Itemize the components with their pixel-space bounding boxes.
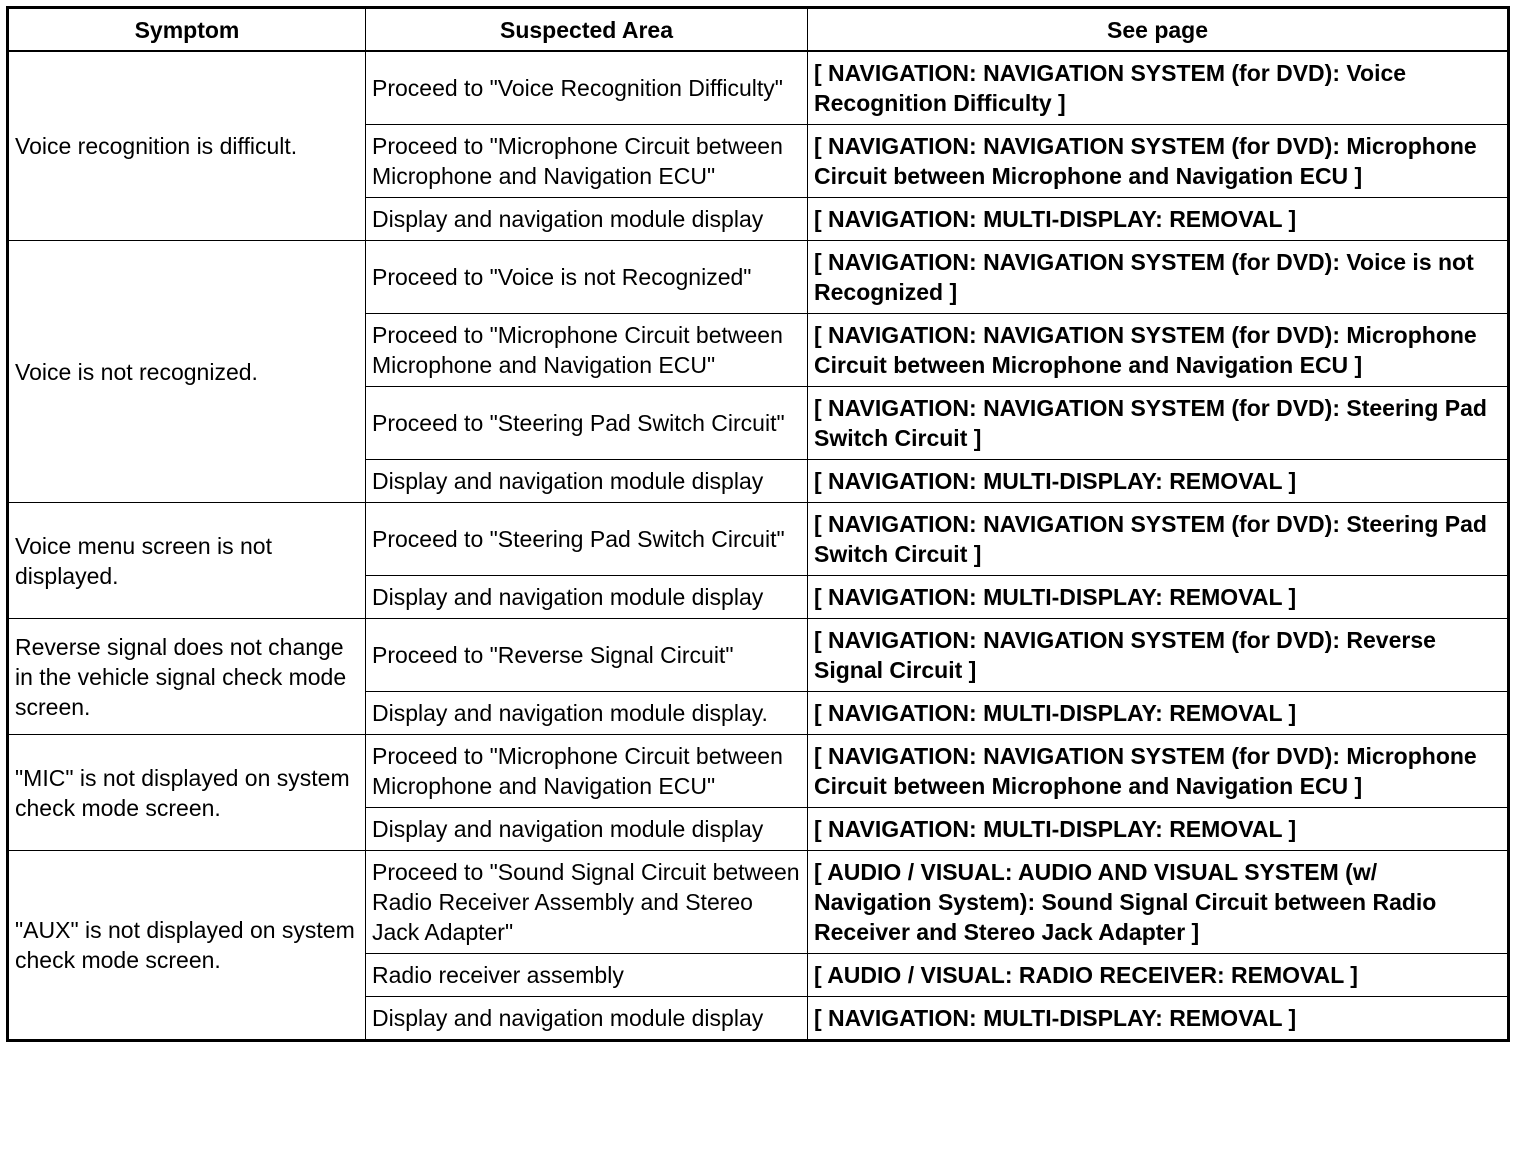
see-page-cell: [ NAVIGATION: NAVIGATION SYSTEM (for DVD): Steering Pad Switch Circuit ] — [808, 503, 1509, 576]
suspected-area-cell: Proceed to "Reverse Signal Circuit" — [366, 619, 808, 692]
symptom-cell: Voice recognition is difficult. — [8, 51, 366, 241]
suspected-area-cell: Proceed to "Voice is not Recognized" — [366, 241, 808, 314]
table-row — [8, 619, 1509, 692]
suspected-area-cell: Proceed to "Steering Pad Switch Circuit" — [366, 387, 808, 460]
header-row — [8, 8, 1509, 52]
table-row — [8, 851, 1509, 954]
see-page-cell: [ NAVIGATION: NAVIGATION SYSTEM (for DVD): Voice Recognition Difficulty ] — [808, 51, 1509, 125]
table-row — [8, 241, 1509, 314]
see-page-cell: [ NAVIGATION: NAVIGATION SYSTEM (for DVD): Microphone Circuit between Microphone and Navigation ECU ] — [808, 735, 1509, 808]
see-page-cell: [ NAVIGATION: MULTI-DISPLAY: REMOVAL ] — [808, 808, 1509, 851]
see-page-cell: [ NAVIGATION: NAVIGATION SYSTEM (for DVD): Microphone Circuit between Microphone and Navigation ECU ] — [808, 125, 1509, 198]
table-row — [8, 503, 1509, 576]
symptom-cell: Voice is not recognized. — [8, 241, 366, 503]
suspected-area-cell: Proceed to "Microphone Circuit between Microphone and Navigation ECU" — [366, 735, 808, 808]
header-symptom: Symptom — [8, 8, 366, 52]
symptom-cell: Voice menu screen is not displayed. — [8, 503, 366, 619]
suspected-area-cell: Display and navigation module display — [366, 808, 808, 851]
see-page-cell: [ NAVIGATION: NAVIGATION SYSTEM (for DVD): Voice is not Recognized ] — [808, 241, 1509, 314]
see-page-cell: [ NAVIGATION: NAVIGATION SYSTEM (for DVD): Microphone Circuit between Microphone and Navigation ECU ] — [808, 314, 1509, 387]
suspected-area-cell: Proceed to "Microphone Circuit between Microphone and Navigation ECU" — [366, 314, 808, 387]
see-page-cell: [ AUDIO / VISUAL: RADIO RECEIVER: REMOVAL ] — [808, 954, 1509, 997]
see-page-cell: [ NAVIGATION: MULTI-DISPLAY: REMOVAL ] — [808, 997, 1509, 1041]
suspected-area-cell: Display and navigation module display. — [366, 692, 808, 735]
header-see-page: See page — [808, 8, 1509, 52]
suspected-area-cell: Proceed to "Microphone Circuit between Microphone and Navigation ECU" — [366, 125, 808, 198]
troubleshooting-table — [6, 6, 1510, 1042]
suspected-area-cell: Display and navigation module display — [366, 460, 808, 503]
see-page-cell: [ NAVIGATION: MULTI-DISPLAY: REMOVAL ] — [808, 576, 1509, 619]
suspected-area-cell: Display and navigation module display — [366, 198, 808, 241]
symptom-cell: "AUX" is not displayed on system check mode screen. — [8, 851, 366, 1041]
suspected-area-cell: Proceed to "Sound Signal Circuit between Radio Receiver Assembly and Stereo Jack Adapter" — [366, 851, 808, 954]
suspected-area-cell: Proceed to "Voice Recognition Difficulty" — [366, 51, 808, 125]
see-page-cell: [ AUDIO / VISUAL: AUDIO AND VISUAL SYSTEM (w/ Navigation System): Sound Signal Circuit between Radio Receiver and Stereo Jack Adapter ] — [808, 851, 1509, 954]
header-suspected-area: Suspected Area — [366, 8, 808, 52]
symptom-cell: "MIC" is not displayed on system check mode screen. — [8, 735, 366, 851]
table-row — [8, 735, 1509, 808]
see-page-cell: [ NAVIGATION: MULTI-DISPLAY: REMOVAL ] — [808, 198, 1509, 241]
suspected-area-cell: Proceed to "Steering Pad Switch Circuit" — [366, 503, 808, 576]
see-page-cell: [ NAVIGATION: MULTI-DISPLAY: REMOVAL ] — [808, 460, 1509, 503]
see-page-cell: [ NAVIGATION: MULTI-DISPLAY: REMOVAL ] — [808, 692, 1509, 735]
see-page-cell: [ NAVIGATION: NAVIGATION SYSTEM (for DVD): Reverse Signal Circuit ] — [808, 619, 1509, 692]
see-page-cell: [ NAVIGATION: NAVIGATION SYSTEM (for DVD): Steering Pad Switch Circuit ] — [808, 387, 1509, 460]
suspected-area-cell: Display and navigation module display — [366, 576, 808, 619]
suspected-area-cell: Display and navigation module display — [366, 997, 808, 1041]
suspected-area-cell: Radio receiver assembly — [366, 954, 808, 997]
table-row — [8, 51, 1509, 125]
symptom-cell: Reverse signal does not change in the vehicle signal check mode screen. — [8, 619, 366, 735]
